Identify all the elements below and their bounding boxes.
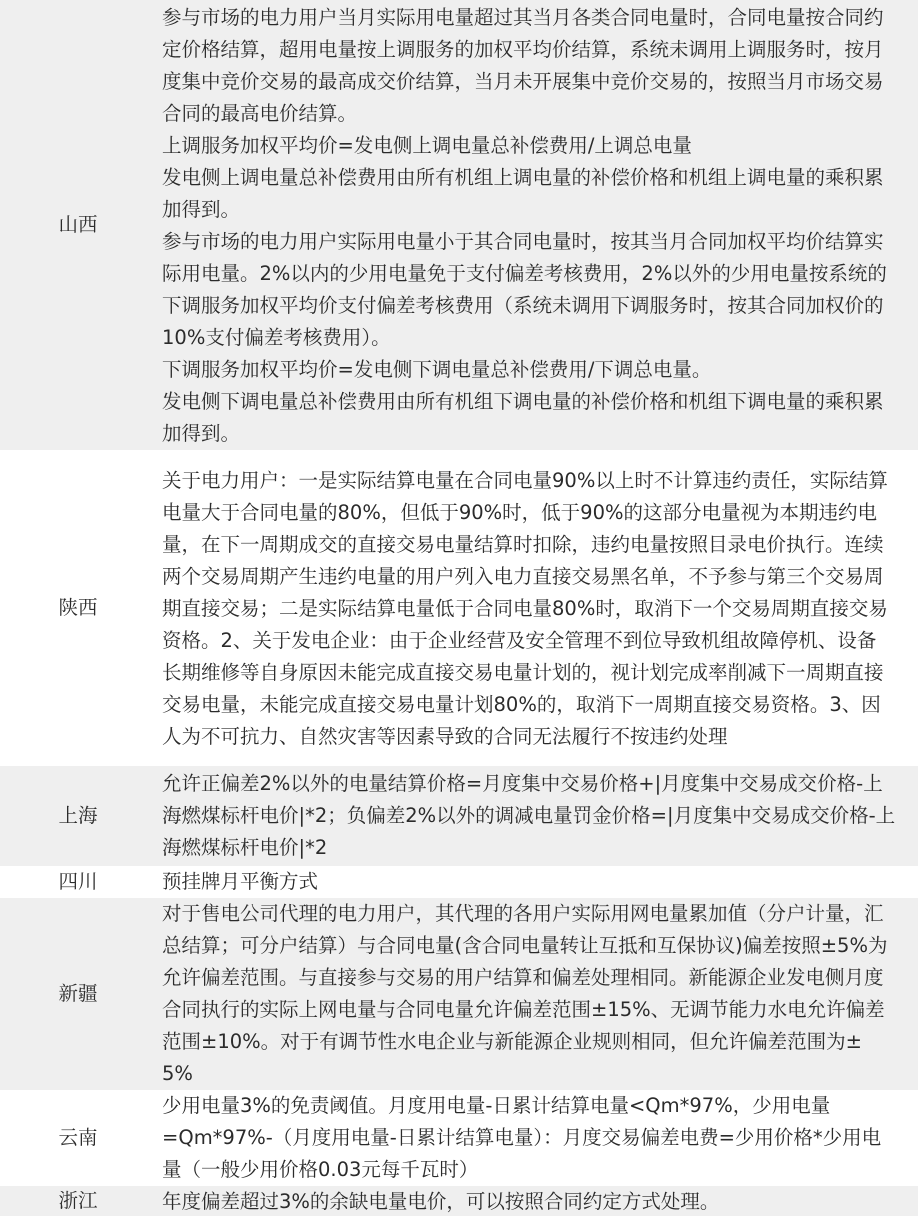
rule-line: 加得到。	[162, 198, 241, 221]
province-label: 陕西	[58, 596, 98, 619]
table-row	[0, 0, 918, 450]
settlement-rule-text	[156, 866, 918, 898]
rule-line: 电量大于合同电量的80%，但低于90%时，低于90%的这部分电量视为本期违约电	[162, 501, 878, 524]
rule-line: 海燃煤标杆电价|*2；负偏差2%以外的调减电量罚金价格=|月度集中交易成交价格-上	[162, 804, 896, 827]
rule-line: 总结算；可分户结算）与合同电量(含合同电量转让互抵和互保协议)偏差按照±5%为	[162, 934, 888, 957]
rule-line: 合同执行的实际上网电量与合同电量允许偏差范围±15%、无调节能力水电允许偏差	[162, 998, 885, 1021]
rule-line: 定价格结算，超用电量按上调服务的加权平均价结算，系统未调用上调服务时，按月	[162, 38, 884, 61]
rule-line: 加得到。	[162, 422, 241, 445]
rule-line: 5%	[162, 1062, 193, 1085]
settlement-rule-text	[156, 1186, 918, 1216]
rule-line: 少用电量3%的免责阈值。月度用电量-日累计结算电量<Qm*97%，少用电量	[162, 1094, 831, 1117]
rule-line: 发电侧上调电量总补偿费用由所有机组上调电量的补偿价格和机组上调电量的乘积累	[162, 166, 884, 189]
settlement-rule-text	[156, 0, 918, 450]
rule-line: =Qm*97%-（月度用电量-日累计结算电量）：月度交易偏差电费=少用价格*少用电	[162, 1126, 882, 1149]
table-row	[0, 1186, 918, 1216]
rule-line: 交易电量，未能完成直接交易电量计划80%的，取消下一周期直接交易资格。3、因	[162, 693, 881, 716]
rule-line: 允许正偏差2%以外的电量结算价格=月度集中交易价格+|月度集中交易成交价格-上	[162, 772, 883, 795]
rule-line: 期直接交易；二是实际结算电量低于合同电量80%时，取消下一个交易周期直接交易	[162, 597, 888, 620]
rule-line: 关于电力用户：一是实际结算电量在合同电量90%以上时不计算违约责任，实际结算	[162, 469, 888, 492]
rule-line: 下调服务加权平均价=发电侧下调电量总补偿费用/下调总电量。	[162, 358, 712, 381]
table-row	[0, 1090, 918, 1186]
table-row	[0, 866, 918, 898]
rule-line: 范围±10%。对于有调节性水电企业与新能源企业规则相同，但允许偏差范围为±	[162, 1030, 863, 1053]
rule-line: 际用电量。2%以内的少用电量免于支付偏差考核费用，2%以外的少用电量按系统的	[162, 262, 887, 285]
province-label: 山西	[58, 213, 98, 236]
rule-line: 人为不可抗力、自然灾害等因素导致的合同无法履行不按违约处理	[162, 725, 728, 748]
settlement-rule-text	[156, 766, 918, 866]
settlement-rule-text	[156, 1090, 918, 1186]
rule-line: 下调服务加权平均价支付偏差考核费用（系统未调用下调服务时，按其合同加权价的	[162, 294, 884, 317]
rule-line: 发电侧下调电量总补偿费用由所有机组下调电量的补偿价格和机组下调电量的乘积累	[162, 390, 884, 413]
table-row	[0, 898, 918, 1090]
province-label: 浙江	[58, 1189, 98, 1212]
rule-line: 参与市场的电力用户当月实际用电量超过其当月各类合同电量时，合同电量按合同约	[162, 6, 884, 29]
rule-line: 度集中竞价交易的最高成交价结算，当月未开展集中竞价交易的，按照当月市场交易	[162, 70, 884, 93]
rule-line: 10%支付偏差考核费用）。	[162, 326, 391, 349]
rule-line: 量（一般少用价格0.03元每千瓦时）	[162, 1158, 479, 1181]
rule-line: 预挂牌月平衡方式	[162, 870, 319, 893]
rule-line: 参与市场的电力用户实际用电量小于其合同电量时，按其当月合同加权平均价结算实	[162, 230, 884, 253]
rule-line: 允许偏差范围。与直接参与交易的用户结算和偏差处理相同。新能源企业发电侧月度	[162, 966, 884, 989]
province-label: 新疆	[58, 982, 98, 1005]
province-label: 四川	[58, 870, 98, 893]
rule-line: 海燃煤标杆电价|*2	[162, 836, 328, 859]
rule-line: 上调服务加权平均价=发电侧上调电量总补偿费用/上调总电量	[162, 134, 692, 157]
rule-line: 对于售电公司代理的电力用户，其代理的各用户实际用网电量累加值（分户计量，汇	[162, 902, 884, 925]
province-label: 云南	[58, 1126, 98, 1149]
rule-line: 长期维修等自身原因未能完成直接交易电量计划的，视计划完成率削减下一周期直接	[162, 661, 884, 684]
settlement-rule-text	[156, 898, 918, 1090]
rule-line: 两个交易周期产生违约电量的用户列入电力直接交易黑名单，不予参与第三个交易周	[162, 565, 884, 588]
rule-line: 合同的最高电价结算。	[162, 102, 358, 125]
rule-line: 量，在下一周期成交的直接交易电量结算时扣除，违约电量按照目录电价执行。连续	[162, 533, 884, 556]
province-label: 上海	[58, 804, 98, 827]
rule-line: 资格。2、关于发电企业：由于企业经营及安全管理不到位导致机组故障停机、设备	[162, 629, 877, 652]
table-row	[0, 766, 918, 866]
rule-line: 年度偏差超过3%的余缺电量电价，可以按照合同约定方式处理。	[162, 1190, 720, 1213]
settlement-rule-text	[156, 450, 918, 766]
table-row	[0, 450, 918, 766]
